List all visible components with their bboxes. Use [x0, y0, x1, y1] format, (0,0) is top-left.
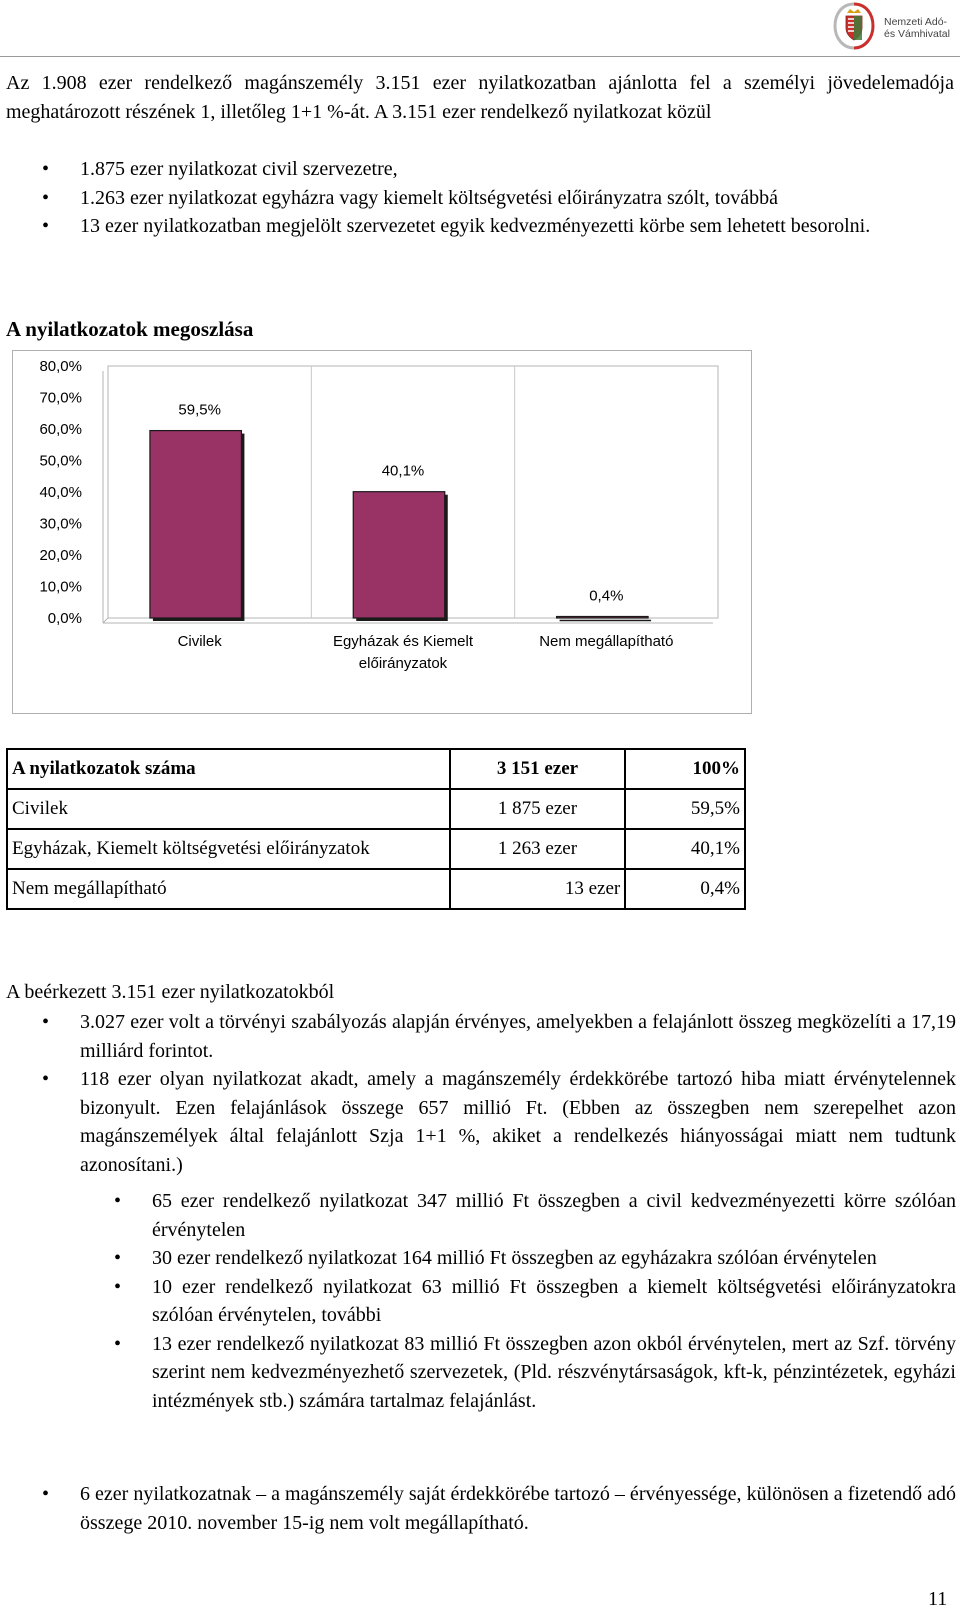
- bar: [557, 617, 649, 619]
- list-item: • 3.027 ezer volt a törvényi szabályozás alapján érvényes, amelyekben a felajánlott összeg megközelíti a 17,19 milliárd forintot.: [80, 1008, 956, 1065]
- list-item: • 10 ezer rendelkező nyilatkozat 63 millió Ft összegben a kiemelt költségvetési előirányzatokra szólóan érvénytelen, további: [152, 1273, 956, 1330]
- list-item: • 30 ezer rendelkező nyilatkozat 164 millió Ft összegben az egyházakra szólóan érvénytelen: [152, 1244, 956, 1273]
- declarations-table: [6, 748, 746, 910]
- nav-logo: [832, 2, 960, 50]
- table-cell: Egyházak, Kiemelt költségvetési előirányzatok: [7, 829, 450, 869]
- table-row: [7, 869, 745, 909]
- list-item: • 13 ezer nyilatkozatban megjelölt szervezetet egyik kedvezményezetti körbe sem lehetett besorolni.: [80, 212, 956, 241]
- x-tick-label: Egyházak és Kiemelt: [332, 633, 474, 650]
- list-item: • 13 ezer rendelkező nyilatkozat 83 millió Ft összegben azon okból érvénytelen, mert az Szf. törvény szerint nem kedvezményezhető szervezetek, (Pld. részvénytársaságok, kft-k, pénzintézetek, egyházi intézmények stb.) számára tartalmaz felajánlást.: [152, 1330, 956, 1416]
- logo-text: [884, 16, 950, 40]
- section2-bullet-list-end: [80, 1480, 956, 1537]
- data-label: 0,4%: [589, 587, 624, 605]
- y-tick-label: 70,0%: [39, 389, 82, 407]
- list-item: • 1.875 ezer nyilatkozat civil szervezetre,: [80, 155, 956, 184]
- section2-lead: A beérkezett 3.151 ezer nyilatkozatokból: [6, 981, 335, 1003]
- page-number: 11: [928, 1588, 948, 1610]
- table-cell: 0,4%: [625, 869, 745, 909]
- y-tick-label: 60,0%: [39, 421, 82, 438]
- logo-line-1: Nemzeti Adó-: [884, 16, 948, 28]
- table-cell: 100%: [625, 749, 745, 789]
- bar: [353, 492, 445, 618]
- coat-of-arms-icon: [832, 2, 876, 50]
- y-tick-label: 20,0%: [39, 547, 82, 564]
- table-cell: 40,1%: [625, 829, 745, 869]
- table-cell: Civilek: [7, 789, 450, 829]
- list-item: • 1.263 ezer nyilatkozat egyházra vagy kiemelt költségvetési előirányzatra szólt, továbbá: [80, 184, 956, 213]
- intro-paragraph: Az 1.908 ezer rendelkező magánszemély 3.151 ezer nyilatkozatban ajánlotta fel a személyi jövedelemadója meghatározott részének 1, illetőleg 1+1 %-át. A 3.151 ezer rendelkező nyilatkozat közül: [6, 72, 954, 123]
- table-row: [7, 789, 745, 829]
- table-cell: 1 875 ezer: [450, 789, 625, 829]
- list-item: • 65 ezer rendelkező nyilatkozat 347 millió Ft összegben a civil kedvezményezetti körre szólóan érvénytelen: [152, 1187, 956, 1244]
- section2-sub-list: [152, 1187, 956, 1415]
- table-cell: 1 263 ezer: [450, 829, 625, 869]
- y-tick-label: 40,0%: [39, 484, 82, 501]
- table-row: [7, 829, 745, 869]
- distribution-bar-chart: [12, 350, 752, 714]
- logo-line-2: és Vámhivatal: [884, 28, 950, 40]
- table-cell: Nem megállapítható: [7, 869, 450, 909]
- header-divider: [0, 56, 960, 57]
- bar-shadow: [560, 620, 652, 622]
- y-tick-label: 50,0%: [39, 452, 82, 470]
- y-tick-label: 0,0%: [47, 610, 82, 627]
- list-item: • 118 ezer olyan nyilatkozat akadt, amely a magánszemély érdekkörébe tartozó hiba miatt érvénytelennek bizonyult. Ezen felajánlások összege 657 millió Ft. (Ebben az összegben nem szerepelhet azon magánszemélyek által felajánlott Szja 1+1 %, akiket a rendelkezés hiányosságai miatt nem tudtunk azonosítani.): [80, 1065, 956, 1179]
- table-cell: A nyilatkozatok száma: [7, 749, 450, 789]
- table-header-row: [7, 749, 745, 789]
- section2-bullet-list: [80, 1008, 956, 1179]
- x-tick-label: Nem megállapítható: [539, 633, 674, 650]
- table-cell: 59,5%: [625, 789, 745, 829]
- y-tick-label: 30,0%: [39, 515, 82, 533]
- bar: [150, 431, 242, 618]
- intro-bullet-list: [80, 155, 956, 241]
- table-cell: 3 151 ezer: [450, 749, 625, 789]
- data-label: 40,1%: [381, 462, 425, 480]
- x-tick-label: előirányzatok: [358, 655, 448, 672]
- x-tick-label: Civilek: [177, 633, 222, 650]
- list-item: • 6 ezer nyilatkozatnak – a magánszemély saját érdekkörébe tartozó – érvényessége, különösen a fizetendő adó összege 2010. november 15-ig nem volt megállapítható.: [80, 1480, 956, 1537]
- table-cell: 13 ezer: [450, 869, 625, 909]
- data-label: 59,5%: [178, 401, 221, 419]
- chart-heading: A nyilatkozatok megoszlása: [6, 317, 254, 341]
- y-tick-label: 80,0%: [39, 358, 82, 375]
- y-tick-label: 10,0%: [39, 578, 82, 596]
